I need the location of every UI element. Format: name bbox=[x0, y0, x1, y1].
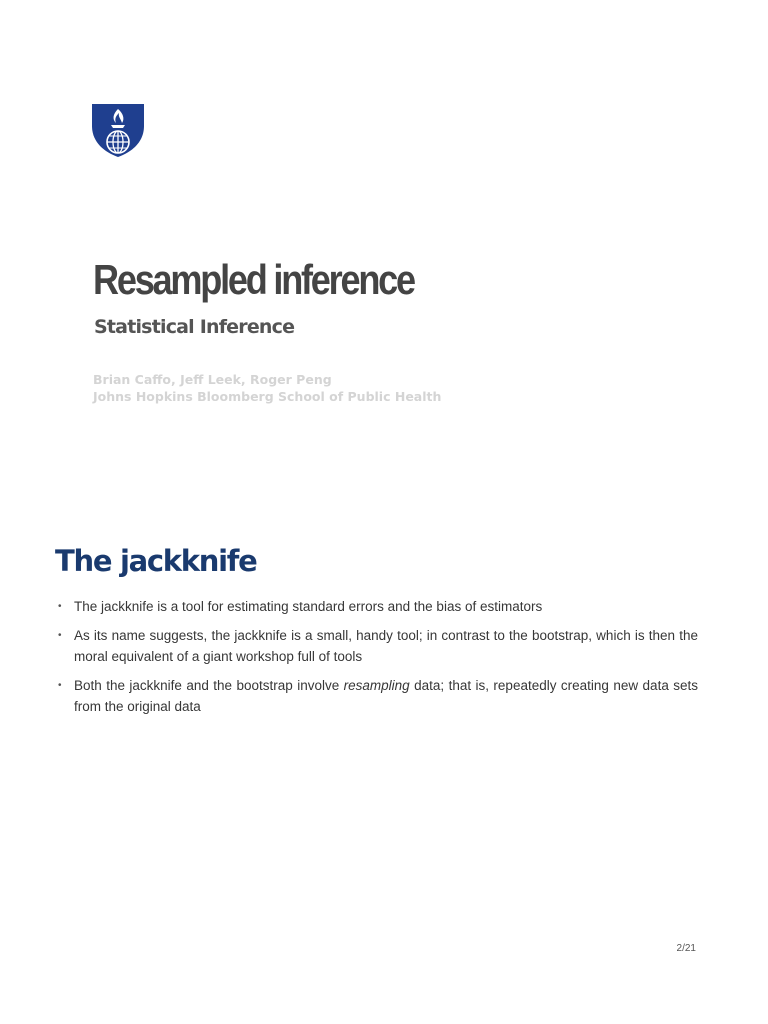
university-shield-icon bbox=[91, 102, 145, 158]
list-item bbox=[57, 625, 698, 668]
bullet-icon: • bbox=[58, 679, 62, 691]
slide-heading: The jackknife bbox=[55, 544, 257, 578]
presentation-subtitle: Statistical Inference bbox=[94, 316, 295, 338]
bullet-icon: • bbox=[58, 601, 62, 612]
author-names: Brian Caffo, Jeff Leek, Roger Peng bbox=[93, 372, 332, 387]
author-block bbox=[93, 371, 441, 405]
bullet-text: The jackknife is a tool for estimating standard errors and the bias of estimators bbox=[74, 599, 543, 614]
list-item bbox=[57, 675, 698, 718]
emphasized-term: resampling bbox=[343, 677, 410, 693]
bullet-text-after: data; that is, repeatedly creating new data sets from the original data bbox=[74, 677, 699, 714]
bullet-text: As its name suggests, the jackknife is a small, handy tool; in contrast to the bootstrap, which is then the moral equivalent of a giant workshop full of tools bbox=[74, 627, 698, 664]
bullet-icon: • bbox=[58, 629, 62, 641]
author-institution: Johns Hopkins Bloomberg School of Public Health bbox=[93, 389, 442, 404]
list-item bbox=[57, 596, 698, 618]
presentation-title: Resampled inference bbox=[93, 256, 414, 303]
page-number: 2/21 bbox=[676, 943, 696, 954]
bullet-text-before: Both the jackknife and the bootstrap involve bbox=[74, 677, 344, 693]
bullet-list bbox=[57, 596, 698, 725]
